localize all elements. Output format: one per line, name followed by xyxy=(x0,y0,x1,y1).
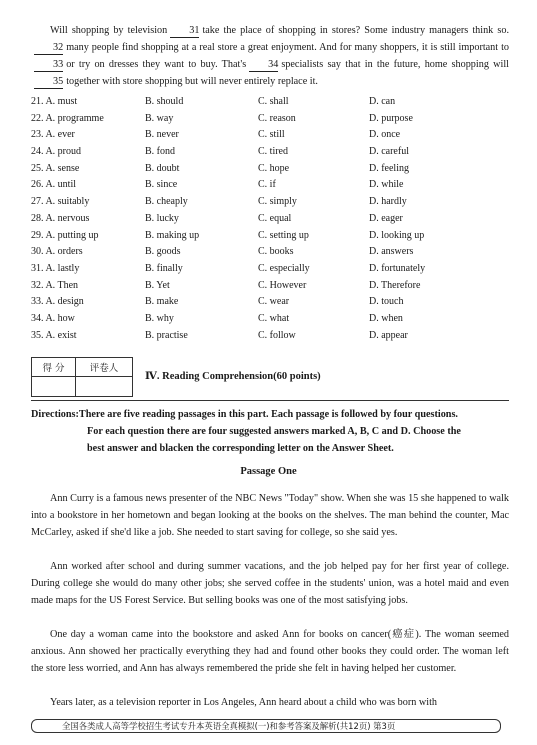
option-row xyxy=(31,211,511,228)
passage-title: Passage One xyxy=(240,466,297,477)
option-a: 26. A. until xyxy=(31,179,77,191)
option-b: B. since xyxy=(145,179,178,191)
score-box-body xyxy=(32,377,132,397)
option-d: D. appear xyxy=(369,329,408,341)
option-c: C. shall xyxy=(258,96,289,107)
option-a: 24. A. proud xyxy=(31,146,81,158)
option-a: 33. A. design xyxy=(31,296,84,308)
option-d: D. while xyxy=(369,179,404,191)
option-row xyxy=(31,194,511,211)
option-d: D. eager xyxy=(369,212,403,224)
option-a: 27. A. suitably xyxy=(31,196,90,208)
option-b: B. should xyxy=(145,96,184,107)
option-a: 35. A. exist xyxy=(31,329,77,341)
option-b: B. making up xyxy=(145,229,200,241)
option-c: C. However xyxy=(258,279,307,291)
passage-paragraph: Ann Curry is a famous news presenter of the NBC News "Today" show. When she was 15 she happened to walk into a bookstore in her hometown and began looking at the books on the shelves. The man behind the counter, Mac McCarley, asked if she'd like a job. She needed to start saving for college, so she said yes. xyxy=(31,493,509,538)
option-row xyxy=(31,261,511,278)
page-footer: 全国各类成人高等学校招生考试专升本英语全真模拟(一)和参考答案及解析(共12页) 第3页 xyxy=(31,719,501,733)
option-a: 25. A. sense xyxy=(31,162,80,174)
option-d: D. careful xyxy=(369,146,409,158)
score-box-header xyxy=(32,358,132,377)
option-c: C. wear xyxy=(258,296,290,308)
option-c: C. tired xyxy=(258,146,288,158)
score-label: 得 分 xyxy=(32,358,76,376)
option-d: D. answers xyxy=(369,246,414,258)
option-a: 21. A. must xyxy=(31,96,78,107)
option-c: C. especially xyxy=(258,262,310,274)
option-c: C. what xyxy=(258,312,290,324)
option-row xyxy=(31,228,511,245)
blank-33: 33 xyxy=(34,59,63,72)
option-c: C. reason xyxy=(258,112,296,124)
option-b: B. make xyxy=(145,296,179,308)
option-d: D. looking up xyxy=(369,229,425,241)
option-c: C. follow xyxy=(258,329,296,341)
option-b: B. goods xyxy=(145,246,181,258)
score-cell xyxy=(32,377,76,397)
blank-34: 34 xyxy=(249,59,278,72)
option-d: D. Therefore xyxy=(369,279,421,291)
option-a: 29. A. putting up xyxy=(31,229,99,241)
passage-paragraph: Years later, as a television reporter in Los Angeles, Ann heard about a child who was born with xyxy=(50,697,438,708)
option-b: B. why xyxy=(145,312,174,324)
option-a: 23. A. ever xyxy=(31,129,75,141)
option-d: D. once xyxy=(369,129,401,141)
option-row xyxy=(31,144,511,161)
divider xyxy=(31,400,509,401)
option-c: C. equal xyxy=(258,212,292,224)
directions-line: best answer and blacken the corresponding letter on the Answer Sheet. xyxy=(87,442,394,454)
grader-label: 评卷人 xyxy=(89,363,119,374)
directions xyxy=(31,407,511,457)
option-row xyxy=(31,278,511,295)
passage-paragraph: Ann worked after school and during summer vacations, and the job helped pay for her first year of college. During college she would do many other jobs; she served coffee in the students' union, was a hotel maid and even made maps for the US Forest Service. But selling books was one of the most satisfying jobs. xyxy=(31,561,509,606)
option-row xyxy=(31,161,511,178)
option-d: D. purpose xyxy=(369,112,413,124)
cloze-text: many people find shopping at a real store a great enjoyment. And for many shoppers, it is still important to xyxy=(66,42,509,53)
option-a: 22. A. programme xyxy=(31,112,104,124)
score-box xyxy=(31,357,133,397)
option-row xyxy=(31,127,511,144)
option-row xyxy=(31,94,511,111)
cloze-text: specialists say that in the future, home shopping will xyxy=(281,59,509,70)
option-b: B. finally xyxy=(145,262,183,274)
option-d: D. feeling xyxy=(369,162,409,174)
option-row xyxy=(31,244,511,261)
option-b: B. way xyxy=(145,112,174,124)
blank-35: 35 xyxy=(34,76,63,89)
option-c: C. books xyxy=(258,246,294,258)
option-a: 30. A. orders xyxy=(31,246,83,258)
option-c: C. simply xyxy=(258,196,297,208)
option-row xyxy=(31,177,511,194)
option-row xyxy=(31,328,511,345)
option-row xyxy=(31,311,511,328)
section-title: Ⅳ. Reading Comprehension(60 points) xyxy=(145,371,321,382)
option-a: 28. A. nervous xyxy=(31,212,90,224)
option-d: D. hardly xyxy=(369,196,407,208)
option-d: D. touch xyxy=(369,296,404,308)
option-c: C. hope xyxy=(258,162,290,174)
option-a: 32. A. Then xyxy=(31,279,79,291)
option-row xyxy=(31,294,511,311)
passage-paragraph: One day a woman came into the bookstore and asked Ann for books on cancer(癌症). The woman seemed anxious. Ann showed her practically everything they had and found other books they could order. The woman left the store less worried, and Ann has always remembered the pride she felt in having helped her customer. xyxy=(31,629,509,674)
option-b: B. fond xyxy=(145,146,175,158)
option-c: C. setting up xyxy=(258,229,309,241)
option-a: 34. A. how xyxy=(31,312,75,324)
option-c: C. if xyxy=(258,179,276,191)
blank-31: 31 xyxy=(170,25,199,38)
option-a: 31. A. lastly xyxy=(31,262,80,274)
option-c: C. still xyxy=(258,129,285,141)
option-b: B. cheaply xyxy=(145,196,188,208)
directions-line: There are five reading passages in this part. Each passage is followed by four questions. xyxy=(78,409,458,420)
cloze-text: take the place of shopping in stores? Some industry managers think so. xyxy=(202,25,510,36)
directions-label: Directions: xyxy=(31,409,79,420)
option-d: D. fortunately xyxy=(369,262,426,274)
cloze-text: or try on dresses they want to buy. That's xyxy=(66,59,247,70)
option-b: B. doubt xyxy=(145,162,180,174)
options-list xyxy=(31,94,511,344)
option-d: D. can xyxy=(369,96,396,107)
cloze-text: together with store shopping but will never entirely replace it. xyxy=(66,76,318,87)
blank-32: 32 xyxy=(34,42,63,55)
option-b: B. lucky xyxy=(145,212,179,224)
directions-line: For each question there are four suggested answers marked A, B, C and D. Choose the xyxy=(87,425,461,437)
option-b: B. Yet xyxy=(145,279,170,291)
option-b: B. practise xyxy=(145,329,188,341)
cloze-text: Will shopping by television xyxy=(50,25,168,36)
option-row xyxy=(31,111,511,128)
option-d: D. when xyxy=(369,312,403,324)
cloze-paragraph xyxy=(31,22,509,90)
option-b: B. never xyxy=(145,129,179,141)
